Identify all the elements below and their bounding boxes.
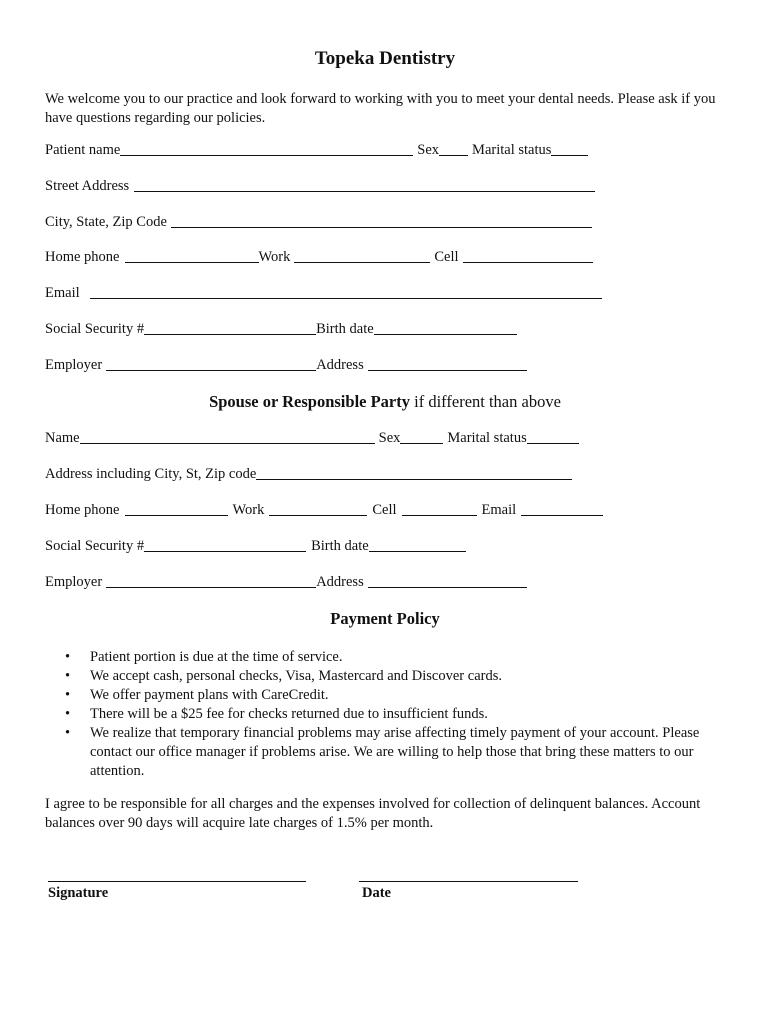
spouse-address-field[interactable]: [256, 465, 572, 480]
patient-name-row: [45, 139, 588, 159]
work-phone-label: Work: [258, 249, 291, 265]
signature-label: Signature: [48, 885, 109, 901]
ssn-label: Social Security #: [45, 321, 145, 337]
list-item: [65, 686, 725, 705]
spouse-sex-label: Sex: [378, 430, 401, 446]
birth-date-label: Birth date: [316, 321, 374, 337]
spouse-name-field[interactable]: [80, 429, 375, 444]
birth-date-field[interactable]: [374, 320, 517, 335]
spouse-cell-field[interactable]: [402, 501, 477, 516]
spouse-heading-rest: if different than above: [410, 392, 561, 411]
policy-text: We accept cash, personal checks, Visa, Mastercard and Discover cards.: [90, 668, 502, 684]
page-title: Topeka Dentistry: [314, 48, 456, 69]
payment-policy-heading: Payment Policy: [330, 609, 440, 628]
city-state-zip-label: City, State, Zip Code: [45, 214, 167, 230]
email-label: Email: [45, 285, 80, 301]
city-state-zip-field[interactable]: [171, 213, 592, 228]
bullet-icon: •: [65, 725, 71, 741]
spouse-name-label: Name: [45, 430, 80, 446]
spouse-cell-label: Cell: [372, 502, 397, 518]
spouse-phone-row: [45, 499, 603, 519]
spouse-home-phone-label: Home phone: [45, 502, 120, 518]
spouse-work-field[interactable]: [269, 501, 367, 516]
employer-address-label: Address: [316, 357, 364, 373]
spouse-email-field[interactable]: [521, 501, 603, 516]
marital-status-label: Marital status: [472, 142, 552, 158]
bullet-icon: •: [65, 687, 71, 703]
employer-row: [45, 354, 527, 374]
ssn-row: [45, 318, 517, 338]
payment-policy-list: [65, 648, 725, 781]
signature-field[interactable]: [48, 881, 306, 882]
employer-field[interactable]: [106, 356, 316, 371]
employer-address-field[interactable]: [368, 356, 527, 371]
cell-phone-field[interactable]: [463, 248, 593, 263]
bullet-icon: •: [65, 668, 71, 684]
policy-text: There will be a $25 fee for checks returned due to insufficient funds.: [90, 706, 488, 722]
city-state-zip-row: [45, 211, 592, 231]
marital-status-field[interactable]: [551, 141, 588, 156]
patient-name-label: Patient name: [45, 142, 121, 158]
spouse-email-label: Email: [481, 502, 517, 518]
street-address-row: [45, 175, 595, 195]
employer-label: Employer: [45, 357, 103, 373]
sex-label: Sex: [417, 142, 440, 158]
patient-name-field[interactable]: [120, 141, 413, 156]
spouse-work-label: Work: [232, 502, 265, 518]
spouse-employer-label: Employer: [45, 574, 103, 590]
cell-phone-label: Cell: [434, 249, 459, 265]
spouse-birth-date-label: Birth date: [311, 538, 369, 554]
spouse-marital-status-label: Marital status: [447, 430, 527, 446]
email-field[interactable]: [90, 284, 602, 299]
work-phone-field[interactable]: [294, 248, 430, 263]
spouse-birth-date-field[interactable]: [369, 537, 466, 552]
spouse-section-heading: [0, 392, 770, 412]
street-address-field[interactable]: [134, 177, 595, 192]
ssn-field[interactable]: [144, 320, 316, 335]
spouse-employer-field[interactable]: [106, 573, 316, 588]
home-phone-label: Home phone: [45, 249, 120, 265]
spouse-marital-status-field[interactable]: [527, 429, 579, 444]
list-item: [65, 724, 725, 781]
list-item: [65, 705, 725, 724]
sex-field[interactable]: [439, 141, 468, 156]
spouse-ssn-label: Social Security #: [45, 538, 145, 554]
spouse-sex-field[interactable]: [400, 429, 443, 444]
date-label: Date: [362, 885, 391, 901]
spouse-employer-row: [45, 571, 527, 591]
list-item: [65, 667, 725, 686]
spouse-ssn-field[interactable]: [144, 537, 306, 552]
spouse-name-row: [45, 427, 579, 447]
agreement-text: I agree to be responsible for all charges and the expenses involved for collection of delinquent balances. Account balances over 90 days will acquire late charges of 1.5% per month.: [45, 796, 701, 831]
spouse-employer-address-label: Address: [316, 574, 364, 590]
intro-text: We welcome you to our practice and look forward to working with you to meet your dental needs. Please ask if you have questions regarding our policies.: [45, 91, 716, 126]
spouse-ssn-row: [45, 535, 466, 555]
policy-text: Patient portion is due at the time of service.: [90, 649, 343, 665]
home-phone-field[interactable]: [125, 248, 259, 263]
list-item: [65, 648, 725, 667]
policy-text: We realize that temporary financial problems may arise affecting timely payment of your account. Please contact our office manager if problems arise. We are willing to help those that bring these matters to our attention.: [90, 725, 700, 779]
spouse-home-phone-field[interactable]: [125, 501, 228, 516]
spouse-address-label: Address including City, St, Zip code: [45, 466, 257, 482]
bullet-icon: •: [65, 706, 71, 722]
bullet-icon: •: [65, 649, 71, 665]
spouse-address-row: [45, 463, 572, 483]
spouse-heading-bold: Spouse or Responsible Party: [209, 392, 411, 411]
email-row: [45, 282, 602, 302]
spouse-employer-address-field[interactable]: [368, 573, 527, 588]
phone-row: [45, 246, 593, 266]
policy-text: We offer payment plans with CareCredit.: [90, 687, 329, 703]
street-address-label: Street Address: [45, 178, 130, 194]
date-field[interactable]: [359, 881, 578, 882]
